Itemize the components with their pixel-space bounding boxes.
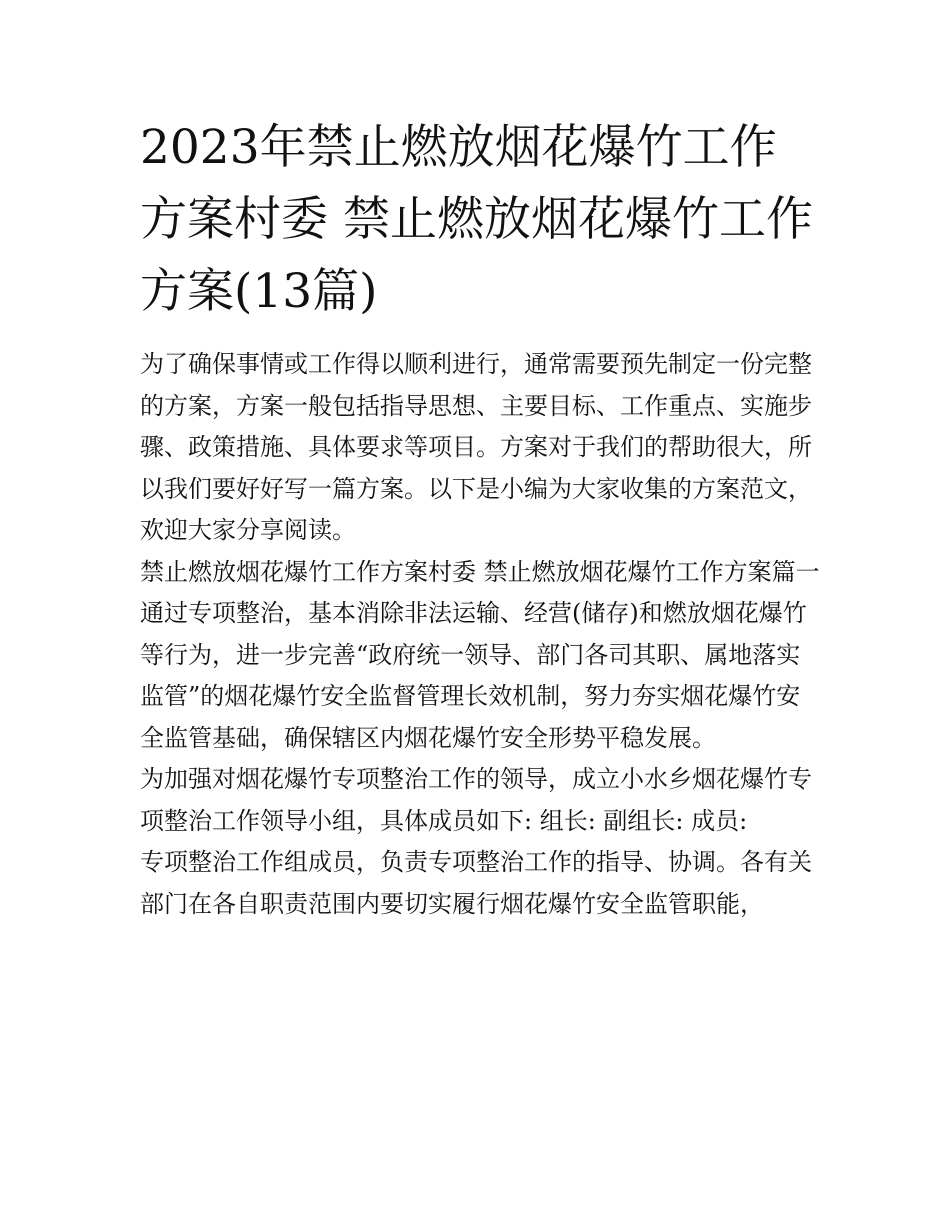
document-page <box>140 112 820 925</box>
intro-paragraph: 为了确保事情或工作得以顺利进行，通常需要预先制定一份完整的方案，方案一般包括指导思想、主要目标、工作重点、实施步骤、政策措施、具体要求等项目。方案对于我们的帮助很大，所以我们要好好写一篇方案。以下是小编为大家收集的方案范文，欢迎大家分享阅读。 <box>140 350 812 544</box>
body-paragraph: 专项整治工作组成员，负责专项整治工作的指导、协调。各有关部门在各自职责范围内要切实履行烟花爆竹安全监管职能， <box>140 848 812 918</box>
body-paragraph: 通过专项整治，基本消除非法运输、经营(储存)和燃放烟花爆竹等行为，进一步完善“政府统一领导、部门各司其职、属地落实监管”的烟花爆竹安全监督管理长效机制，努力夯实烟花爆竹安全监管基础，确保辖区内烟花爆竹安全形势平稳发展。 <box>140 599 807 752</box>
body-paragraph: 为加强对烟花爆竹专项整治工作的领导，成立小水乡烟花爆竹专项整治工作领导小组，具体成员如下: 组长: 副组长: 成员: <box>140 765 812 835</box>
section-heading: 禁止燃放烟花爆竹工作方案村委 禁止燃放烟花爆竹工作方案篇一 <box>140 557 820 586</box>
document-title: 2023年禁止燃放烟花爆竹工作方案村委 禁止燃放烟花爆竹工作方案(13篇) <box>140 120 813 319</box>
